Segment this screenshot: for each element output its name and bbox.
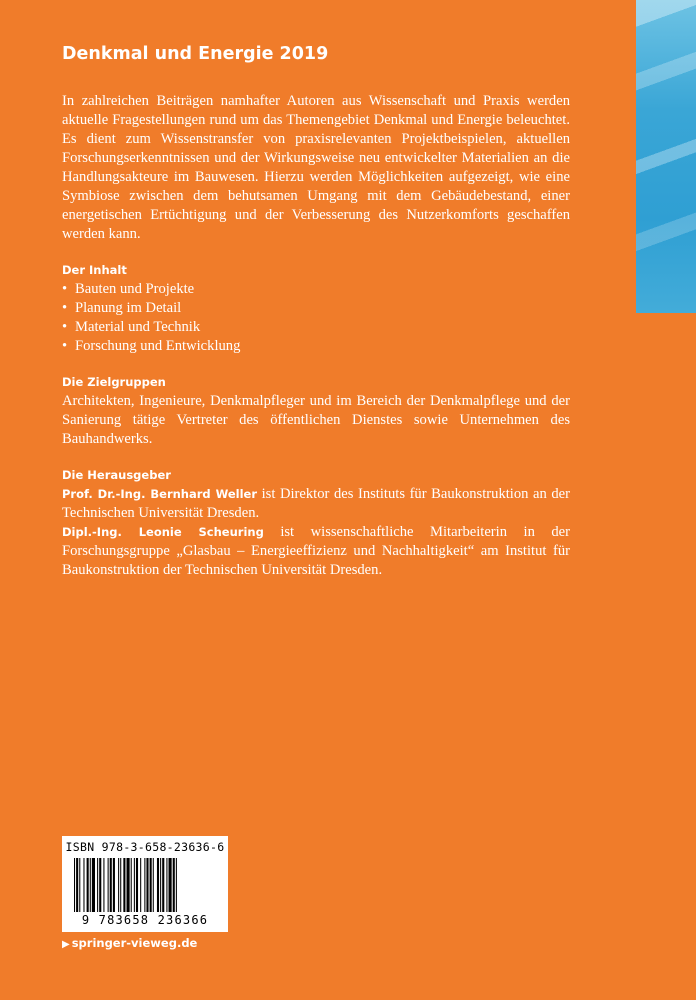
bullet-icon: •	[62, 281, 68, 297]
editor-2-name: Dipl.-Ing. Leonie Scheuring	[62, 525, 264, 539]
editor-1-bio: ist Direktor des Instituts für Baukonstruktion an der Technischen Universität Dresden.	[62, 486, 570, 521]
list-item: • Forschung und Entwicklung	[62, 338, 241, 354]
editors-section	[62, 466, 570, 580]
barcode-icon	[72, 858, 220, 912]
target-groups-text: Architekten, Ingenieure, Denkmalpfleger und im Bereich der Denkmalpflege und der Sanierung tätige Vertreter des öffentlichen Dienstes sowie Unternehmen des Bauhandwerks.	[62, 393, 570, 447]
bullet-icon: •	[62, 319, 68, 335]
contents-section	[62, 261, 570, 356]
editor-2	[62, 523, 570, 580]
editor-1-name: Prof. Dr.-Ing. Bernhard Weller	[62, 487, 258, 501]
website-label: springer-vieweg.de	[71, 936, 198, 950]
list-item: • Planung im Detail	[62, 300, 182, 316]
arrow-right-icon: ▶	[62, 939, 70, 950]
editor-2-bio: ist wissenschaftliche Mitarbeiterin in der Forschungsgruppe „Glasbau – Energieeffizienz und Nachhaltigkeit“ am Institut für Baukonstruktion der Technischen Universität Dresden.	[62, 524, 570, 578]
isbn-label: ISBN 978-3-658-23636-6	[65, 840, 225, 854]
contents-list	[62, 280, 570, 356]
list-item: • Bauten und Projekte	[62, 281, 195, 297]
editor-1	[62, 485, 570, 523]
back-cover-text	[62, 44, 570, 580]
isbn-barcode	[62, 836, 228, 932]
cover-photo-strip	[636, 0, 696, 313]
contents-heading: Der Inhalt	[62, 263, 127, 277]
intro-paragraph: In zahlreichen Beiträgen namhafter Autoren aus Wissenschaft und Praxis werden aktuelle Fragestellungen rund um das Themengebiet Denkmal und Energie beleuchtet. Es dient zum Wissenstransfer von praxisrelevanten Projektbeispielen, aktuellen Forschungserkenntnissen und der Wirkungsweise neu entwickelter Materialien an die Handlungsakteure im Bauwesen. Hierzu werden Möglichkeiten aufgezeigt, wie eine Symbiose zwischen dem behutsamen Umgang mit dem Gebäudebestand, einer energetischen Ertüchtigung und der Verbesserung des Nutzerkomforts geschaffen werden kann.	[62, 93, 570, 242]
ean-digits: 9 783658 236366	[81, 913, 209, 927]
list-item: • Material und Technik	[62, 319, 201, 335]
bullet-icon: •	[62, 300, 68, 316]
book-title: Denkmal und Energie 2019	[62, 44, 329, 64]
editors-heading: Die Herausgeber	[62, 468, 171, 482]
target-groups-heading: Die Zielgruppen	[62, 375, 166, 389]
publisher-website[interactable]	[62, 936, 197, 950]
bullet-icon: •	[62, 338, 68, 354]
target-groups-section	[62, 373, 570, 449]
